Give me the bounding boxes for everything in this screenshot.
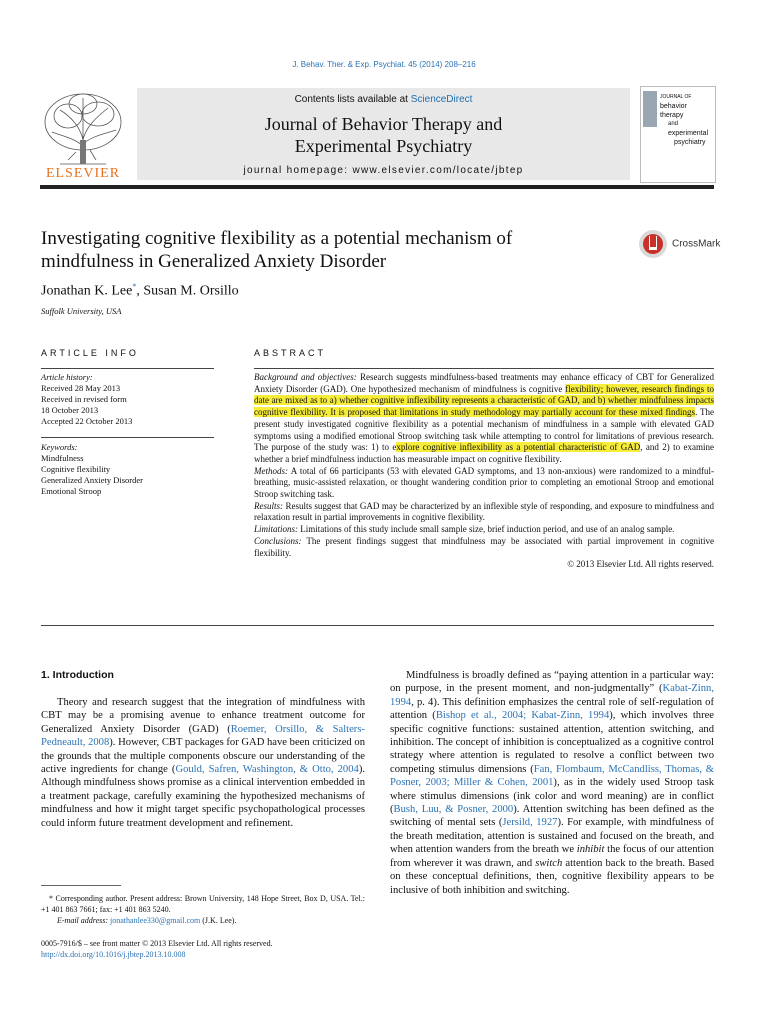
journal-title-line1: Journal of Behavior Therapy and	[264, 114, 503, 134]
body-text: ), which involves three specific cognitive functions: sustained attention, attention switching, and inhibition. The concept of inhibition is conceptualized as a cognitive control strategy where attention is regulated to resolve a conflict between two competing stimulus dimensions (	[390, 710, 714, 775]
author-lee: Jonathan K. Lee	[41, 283, 133, 299]
journal-title	[137, 113, 630, 157]
section-heading-introduction: 1. Introduction	[41, 669, 114, 681]
results-label: Results:	[254, 500, 283, 511]
body-text: ), as in the widely used Stroop task where stimulus dimensions (ink color and word meaning) are in conflict (	[390, 777, 714, 816]
journal-cover-thumbnail[interactable]	[640, 86, 716, 183]
history-item: 18 October 2013	[41, 405, 99, 415]
abstract-background	[254, 372, 714, 466]
citation-link[interactable]: Jersild, 1927	[502, 817, 558, 829]
limitations-label: Limitations:	[254, 524, 299, 535]
footnote-rule	[41, 885, 121, 886]
email-line	[41, 915, 365, 926]
journal-homepage[interactable]: journal homepage: www.elsevier.com/locate/jbtep	[243, 165, 524, 176]
crossmark-label: CrossMark	[672, 238, 721, 250]
abstract-text: Results suggest that GAD may be characterized by an inflexible style of responding, and exposure to mindfulness and relaxation result in partial improvements in cognitive flexibility.	[254, 500, 714, 523]
conclusions-label: Conclusions:	[254, 535, 302, 546]
divider	[41, 368, 214, 369]
cover-image-strip	[643, 91, 657, 127]
elsevier-wordmark: ELSEVIER	[45, 166, 121, 181]
abstract-methods	[254, 466, 714, 501]
mindfulness-paragraph	[390, 669, 714, 897]
issn-line: 0005-7916/$ – see front matter © 2013 Elsevier Ltd. All rights reserved.	[41, 939, 273, 948]
abstract-bg-label: Background and objectives:	[254, 372, 357, 382]
cover-line: psychiatry	[674, 139, 706, 146]
body-text: attention back to the breath. Based on these conceptual definitions, then, cognitive flexibility appears to be inclusive of both inhibition and switching.	[390, 857, 714, 896]
divider	[41, 437, 214, 438]
keyword: Generalized Anxiety Disorder	[41, 475, 143, 485]
divider	[41, 625, 714, 626]
abstract-text: Research suggests mindfulness-based treatments may enhance efficacy of CBT for Generalized Anxiety Disorder (GAD). One hypothesized mechanism of mindfulness is cognitive	[254, 372, 715, 394]
cover-line: JOURNAL OF	[660, 94, 692, 100]
emphasis: inhibit	[576, 844, 605, 856]
authors	[41, 282, 239, 300]
history-item: Received in revised form	[41, 394, 127, 404]
email-label: E-mail address:	[57, 916, 111, 925]
article-info-heading: ARTICLE INFO	[41, 348, 139, 358]
citation-link[interactable]: Fan, Flombaum, McCandliss, Thomas, & Posner, 2003; Miller & Cohen, 2001	[390, 763, 714, 789]
doi-link[interactable]: http://dx.doi.org/10.1016/j.jbtep.2013.10.008	[41, 950, 186, 959]
keyword: Emotional Stroop	[41, 486, 102, 496]
header-rule	[40, 185, 714, 189]
corresponding-author-mark[interactable]: *	[132, 282, 137, 291]
sciencedirect-link[interactable]: ScienceDirect	[410, 94, 473, 105]
intro-paragraph	[41, 696, 365, 830]
highlighted-text[interactable]: xplore cognitive inflexibility as a potential characteristic of GAD	[396, 442, 641, 453]
body-text: ). However, CBT packages for GAD have been criticized on the grounds that the multiple components obscure our understanding of the active ingredients for change (	[41, 737, 365, 776]
history-item: Received 28 May 2013	[41, 383, 121, 393]
cover-line: and	[668, 121, 679, 127]
divider	[254, 368, 714, 369]
author-orsillo: Susan M. Orsillo	[143, 283, 239, 299]
affiliation: Suffolk University, USA	[41, 306, 122, 316]
body-text: ). Although mindfulness shows promise as a clinical intervention embedded in a treatment package, carefully examining the hypothesized mechanisms of mindfulness and how it might target specific psychopathological processes could inform future treatment development and refinement.	[41, 764, 365, 829]
citation-link[interactable]: Bush, Luu, & Posner, 2000	[393, 804, 514, 816]
author-separator: ,	[136, 283, 144, 299]
contents-prefix: Contents lists available at	[294, 94, 411, 105]
abstract-body	[254, 372, 714, 571]
crossmark-badge[interactable]	[638, 229, 720, 259]
corresponding-author-note: * Corresponding author. Present address: Brown University, 148 Hope Street, Box D, USA. Tel.: +1 401 863 7661; fax: +1 401 863 5240.	[41, 894, 365, 914]
methods-label: Methods:	[254, 465, 288, 476]
body-text: the focus of our attention from wherever it was drawn, and	[390, 844, 714, 869]
citation-link[interactable]: Bishop et al., 2004; Kabat-Zinn, 1994	[435, 710, 610, 722]
cover-line: behavior	[660, 103, 687, 110]
keyword: Mindfulness	[41, 453, 84, 463]
body-text: ). For example, with mindfulness of the breath meditation, attention is sustained and focused on the breath, and when attention wanders from the breath we	[390, 817, 714, 856]
footnote	[41, 893, 365, 926]
journal-title-line2: Experimental Psychiatry	[294, 136, 473, 156]
email-link[interactable]: jonathanlee330@gmail.com	[110, 916, 201, 925]
abstract-text: . The present study investigated cognitive flexibility as a potential mechanism of mindfulness in a sample with elevated GAD symptoms using a modified emotional Stroop switching task while attempting to control for limitations of previous research. The purpose of the study was: 1) to e	[254, 407, 714, 453]
body-text: Theory and research suggest that the integration of mindfulness with CBT may be a promising avenue to enhance treatment outcome for Generalized Anxiety Disorder (GAD) (	[41, 697, 365, 735]
keyword: Cognitive flexibility	[41, 464, 111, 474]
journal-citation[interactable]: J. Behav. Ther. & Exp. Psychiat. 45 (2014) 208–216	[292, 60, 476, 69]
abstract-results	[254, 501, 714, 524]
abstract-limitations	[254, 524, 714, 536]
emphasis: switch	[535, 857, 563, 869]
email-suffix: (J.K. Lee).	[200, 916, 237, 925]
citation-link[interactable]: Roemer, Orsillo, & Salters-Pedneault, 2008	[41, 723, 365, 749]
history-item: Accepted 22 October 2013	[41, 416, 133, 426]
abstract-heading: ABSTRACT	[254, 348, 327, 358]
highlighted-text[interactable]: flexibility; however, research findings to date are mixed as to a) whether cognitive inflexibility represents a characteristic of GAD, and b) whether mindfulness impacts cognitive flexibility. It is proposed that limitations in study methodology may partially account for these mixed findings	[254, 383, 714, 418]
body-text: Mindfulness is broadly defined as “paying attention in a particular way: on purpose, in the present moment, and non-judgmentally” (	[390, 670, 714, 695]
body-text: ). Attention switching has been defined as the switching of mental sets (	[390, 804, 714, 829]
abstract-text: The present findings suggest that mindfulness may be associated with partial improvement in cognitive flexibility.	[254, 535, 714, 558]
copyright: © 2013 Elsevier Ltd. All rights reserved.	[567, 559, 714, 570]
article-history	[41, 372, 214, 427]
keywords-label: Keywords:	[41, 442, 78, 452]
front-matter	[41, 938, 365, 960]
body-text: , p. 4). This definition emphasizes the central role of self-regulation of attention (	[390, 696, 714, 722]
citation-link[interactable]: Kabat-Zinn, 1994	[390, 683, 714, 708]
abstract-text: A total of 66 participants (53 with elevated GAD symptoms, and 13 non-anxious) were randomized to a mindful-breathing, music-assisted relaxation, or thought wandering condition prior to completing an emotional Stroop and emotional Stroop switching task.	[254, 465, 714, 500]
abstract-conclusions	[254, 536, 714, 559]
abstract-text: , and 2) to examine whether a brief mindfulness induction has measurable impact on cognitive flexibility.	[254, 442, 714, 464]
citation-link[interactable]: Gould, Safren, Washington, & Otto, 2004	[175, 764, 359, 776]
keywords	[41, 442, 214, 497]
article-title: Investigating cognitive flexibility as a potential mechanism of mindfulness in Generalized Anxiety Disorder	[41, 228, 513, 272]
cover-line: therapy	[660, 112, 684, 119]
history-label: Article history:	[41, 372, 93, 382]
crossmark-icon	[638, 229, 668, 259]
contents-line	[137, 94, 630, 105]
abstract-text: Limitations of this study include small sample size, brief induction period, and use of an analog sample.	[298, 524, 675, 535]
cover-line: experimental	[668, 130, 709, 137]
